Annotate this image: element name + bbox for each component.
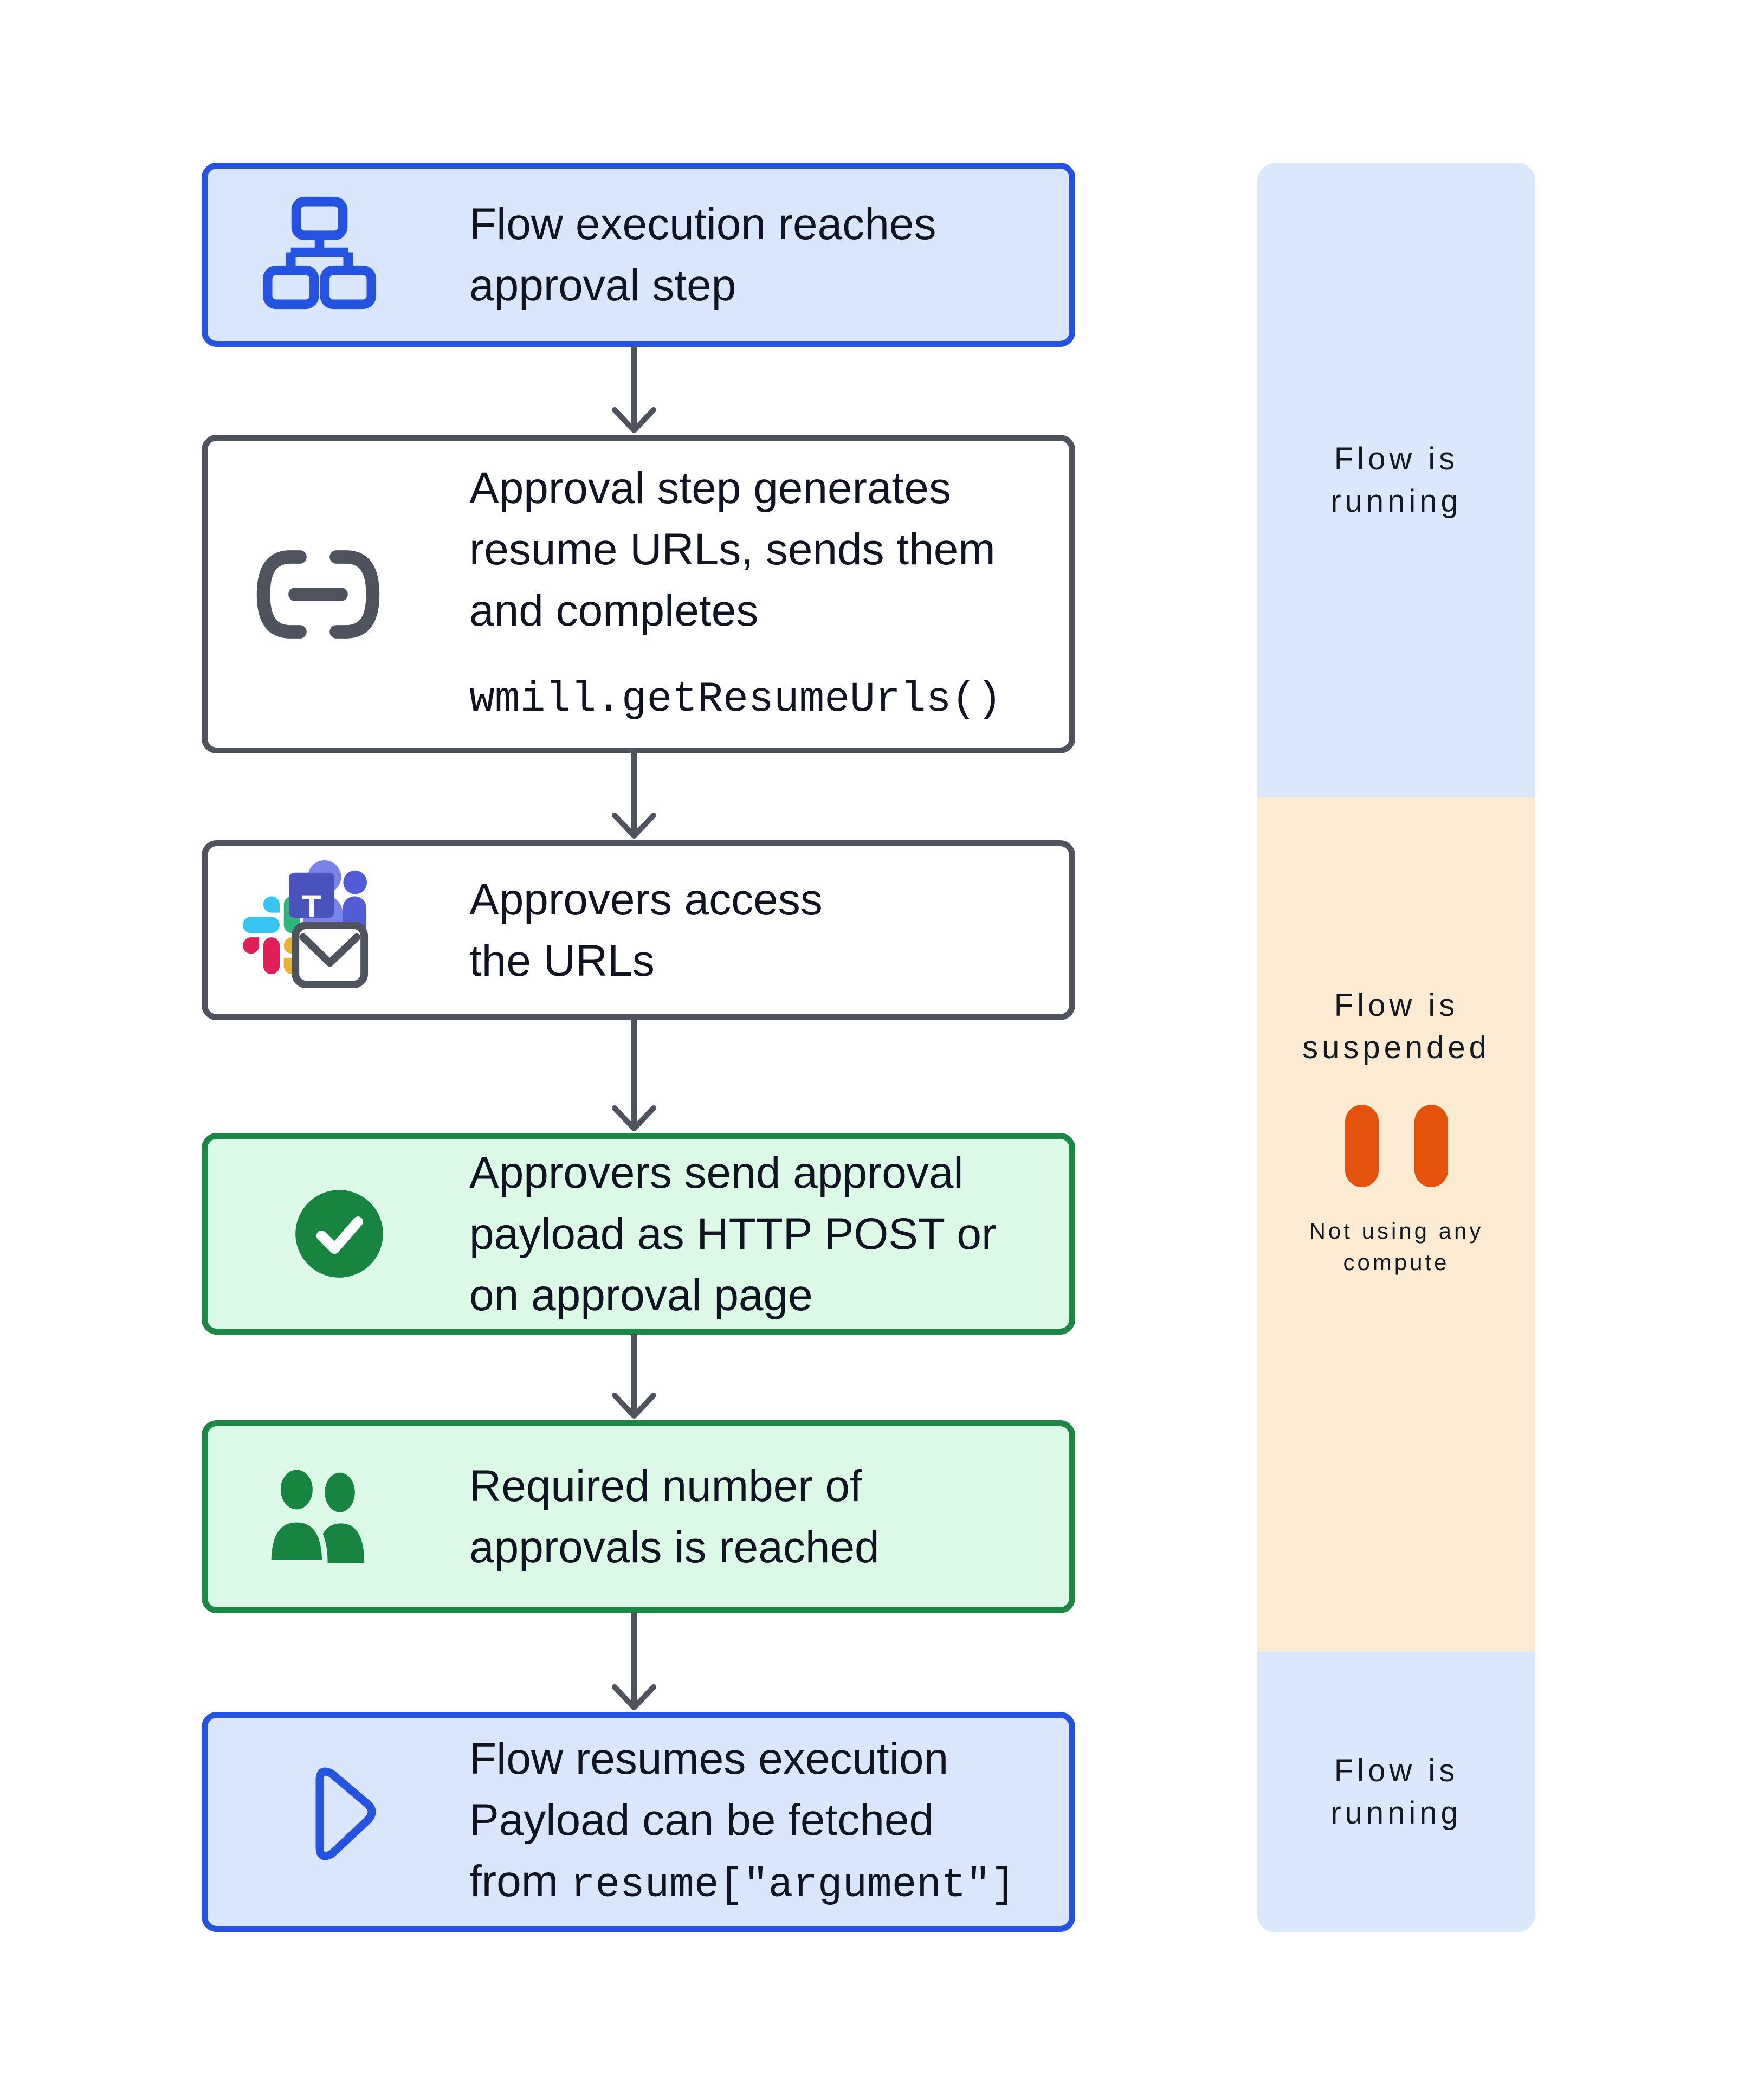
- text-fragment: from: [469, 1856, 571, 1906]
- text-line: Not using any: [1309, 1218, 1484, 1244]
- arrow-down-icon: [596, 1018, 672, 1135]
- inline-code: resume["argument"]: [570, 1861, 1016, 1909]
- status-flow-running-bottom: [1257, 1651, 1535, 1932]
- sitemap-icon: [261, 194, 378, 311]
- people-icon: [259, 1467, 376, 1565]
- text-line: running: [1330, 1795, 1462, 1831]
- text-line: Flow is: [1334, 1753, 1459, 1788]
- arrow-down-icon: [596, 1611, 672, 1714]
- check-circle-icon: [293, 1187, 386, 1280]
- status-label: [1302, 984, 1490, 1069]
- text-line: payload as HTTP POST or: [469, 1209, 997, 1259]
- link-icon: [256, 546, 380, 642]
- arrow-down-icon: [596, 751, 672, 842]
- text-line: approvals is reached: [469, 1523, 880, 1572]
- text-line: running: [1330, 483, 1462, 519]
- pause-icon: [1345, 1105, 1448, 1187]
- text-line: Required number of: [469, 1461, 862, 1511]
- text-line: Payload can be fetched: [469, 1795, 934, 1845]
- text-line: the URLs: [469, 936, 655, 985]
- arrow-down-icon: [596, 1332, 672, 1422]
- text-line: Approvers access: [469, 875, 823, 924]
- messaging-icons: [243, 855, 372, 990]
- status-label: [1330, 1750, 1462, 1834]
- text-line: suspended: [1302, 1030, 1490, 1065]
- text-line: resume URLs, sends them: [469, 525, 996, 574]
- status-flow-suspended: [1257, 797, 1535, 1651]
- text-line: [469, 1851, 1016, 1916]
- text-line: Flow is: [1334, 988, 1459, 1023]
- text-line: Approval step generates: [469, 463, 951, 513]
- text-line: Flow execution reaches: [469, 199, 936, 249]
- code-snippet: wmill.getResumeUrls(): [469, 676, 1002, 724]
- mail-icon: [295, 925, 364, 984]
- text-line: on approval page: [469, 1270, 813, 1320]
- text-line: Approvers send approval: [469, 1148, 964, 1197]
- play-icon: [301, 1758, 383, 1870]
- status-flow-running-top: [1257, 163, 1535, 797]
- text-line: Flow resumes execution: [469, 1734, 949, 1783]
- text-line: Flow is: [1334, 441, 1459, 476]
- text-line: compute: [1343, 1249, 1450, 1275]
- status-caption: [1309, 1215, 1484, 1278]
- teams-letter: T: [302, 889, 321, 924]
- status-label: [1330, 438, 1462, 523]
- arrow-down-icon: [596, 345, 672, 437]
- text-line: and completes: [469, 586, 759, 635]
- text-line: approval step: [469, 261, 736, 310]
